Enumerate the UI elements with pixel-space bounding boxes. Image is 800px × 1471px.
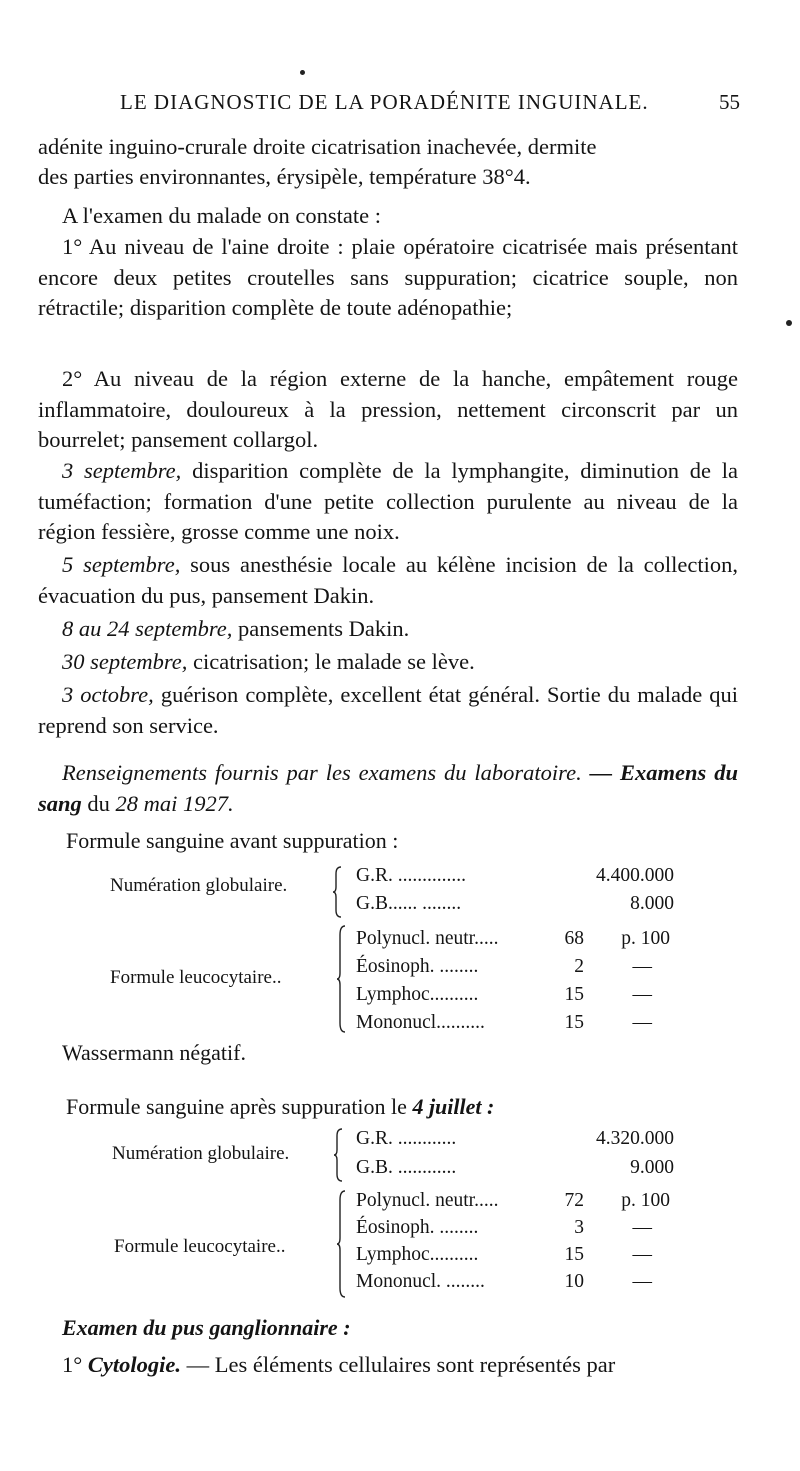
before-formule-label: Formule leucocytaire..: [110, 967, 282, 988]
row-unit: —: [632, 984, 652, 1005]
after-row-eosinoph: [356, 1217, 674, 1243]
row-value: 4.400.000: [596, 865, 674, 886]
timeline-entry: [38, 680, 738, 741]
pus-exam-heading: Examen du pus ganglionnaire :: [62, 1315, 351, 1340]
cytology-title: Cytologie.: [87, 1352, 181, 1377]
row-label: Éosinoph. ........: [356, 956, 479, 977]
timeline-entry: [38, 550, 738, 611]
before-row-mononucl: [356, 1012, 674, 1038]
lab-heading-date: 28 mai 1927.: [115, 790, 234, 816]
row-value: 3: [574, 1217, 584, 1238]
timeline-entry: [38, 614, 738, 645]
timeline-text: sous anesthésie locale au kélène incision de la collection, évacuation du pus, pansement Dakin.: [38, 552, 738, 608]
before-formule-brace: [337, 925, 347, 1033]
before-numeration-brace: [333, 866, 343, 918]
row-unit: —: [632, 1244, 652, 1265]
row-unit: —: [632, 956, 652, 977]
row-label: Mononucl. ........: [356, 1271, 485, 1292]
exam-intro: A l'examen du malade on constate :: [62, 203, 381, 228]
before-row-polynucl: [356, 928, 674, 954]
row-value: 4.320.000: [596, 1128, 674, 1149]
row-label: Lymphoc..........: [356, 1244, 479, 1265]
row-value: 2: [574, 956, 584, 977]
timeline-text: guérison complète, excellent état général. Sortie du malade qui reprend son service.: [38, 682, 738, 738]
row-unit: p. 100: [621, 1190, 670, 1211]
row-label: Mononucl..........: [356, 1012, 485, 1033]
row-label: Polynucl. neutr.....: [356, 928, 499, 949]
timeline-date: 3 octobre,: [62, 682, 154, 707]
before-row-lymphoc: [356, 984, 674, 1010]
row-label: G.B...... ........: [356, 893, 462, 914]
row-value: 72: [564, 1190, 584, 1211]
row-label: G.R. ............: [356, 1128, 457, 1149]
timeline-text: pansements Dakin.: [232, 616, 410, 641]
pus-cytology-line: [62, 1350, 615, 1380]
intro-line-2: des parties environnantes, érysipèle, température 38°4.: [38, 164, 531, 189]
cytology-text: — Les éléments cellulaires sont représentés par: [180, 1352, 616, 1377]
after-formule-label: Formule leucocytaire..: [114, 1236, 286, 1257]
lab-heading-part-c: du: [81, 790, 116, 816]
row-value: 15: [564, 984, 584, 1005]
row-label: G.B. ............: [356, 1157, 457, 1178]
after-formule-brace: [337, 1190, 347, 1298]
timeline-date: 8 au 24 septembre,: [62, 616, 233, 641]
after-title-date: 4 juillet :: [412, 1094, 495, 1119]
timeline-date: 30 septembre,: [62, 649, 188, 674]
cytology-number: 1°: [62, 1352, 88, 1377]
timeline-entry: [38, 456, 738, 548]
row-unit: —: [632, 1271, 652, 1292]
before-row-gr: [356, 865, 674, 891]
row-value: 8.000: [630, 893, 674, 914]
row-value: 15: [564, 1244, 584, 1265]
timeline-text: disparition complète de la lymphangite, diminution de la tuméfaction; formation d'une petite collection purulente au niveau de la région fessière, grosse comme une noix.: [38, 458, 739, 544]
timeline-entry: [38, 647, 738, 678]
row-value: 68: [564, 928, 584, 949]
before-title: Formule sanguine avant suppuration :: [66, 828, 399, 853]
lab-heading: [38, 758, 738, 819]
after-numeration-label: Numération globulaire.: [112, 1143, 290, 1164]
before-numeration-label: Numération globulaire.: [110, 875, 288, 896]
row-unit: p. 100: [621, 928, 670, 949]
row-value: 9.000: [630, 1157, 674, 1178]
row-label: Lymphoc..........: [356, 984, 479, 1005]
row-value: 15: [564, 1012, 584, 1033]
intro-line-1: adénite inguino-crurale droite cicatrisation inachevée, dermite: [38, 134, 597, 159]
before-row-eosinoph: [356, 956, 674, 982]
print-speck: [300, 70, 305, 75]
observation-1: 1° Au niveau de l'aine droite : plaie opératoire cicatrisée mais présentant encore deux petites croutelles sans suppuration; cicatrice souple, non rétractile; disparition complète de toute adénopathie;: [38, 234, 738, 320]
row-label: Polynucl. neutr.....: [356, 1190, 499, 1211]
after-row-polynucl: [356, 1190, 674, 1216]
after-numeration-brace: [334, 1128, 344, 1182]
margin-speck: [786, 320, 792, 326]
row-unit: —: [632, 1012, 652, 1033]
before-row-gb: [356, 893, 674, 919]
wassermann-result: Wassermann négatif.: [62, 1040, 246, 1065]
lab-heading-part-b: — Examens du sang: [38, 760, 738, 816]
page-number: 55: [719, 90, 740, 114]
row-value: 10: [564, 1271, 584, 1292]
observation-2: 2° Au niveau de la région externe de la hanche, empâtement rouge inflammatoire, douloureux à la pression, nettement circonscrit par un bourrelet; pansement collargol.: [38, 366, 738, 452]
running-head: LE DIAGNOSTIC DE LA PORADÉNITE INGUINALE.: [120, 90, 649, 114]
after-title: [66, 1094, 494, 1120]
after-row-lymphoc: [356, 1244, 674, 1270]
page-header: [120, 90, 740, 120]
row-unit: —: [632, 1217, 652, 1238]
timeline-text: cicatrisation; le malade se lève.: [187, 649, 475, 674]
after-row-gb: [356, 1157, 674, 1183]
row-label: G.R. ..............: [356, 865, 466, 886]
row-label: Éosinoph. ........: [356, 1217, 479, 1238]
lab-heading-part-a: Renseignements fournis par les examens du laboratoire.: [62, 760, 582, 785]
timeline-date: 5 septembre,: [62, 552, 181, 577]
timeline-date: 3 septembre,: [62, 458, 182, 483]
after-row-gr: [356, 1128, 674, 1154]
after-row-mononucl: [356, 1271, 674, 1297]
after-title-text: Formule sanguine après suppuration le: [66, 1094, 413, 1119]
